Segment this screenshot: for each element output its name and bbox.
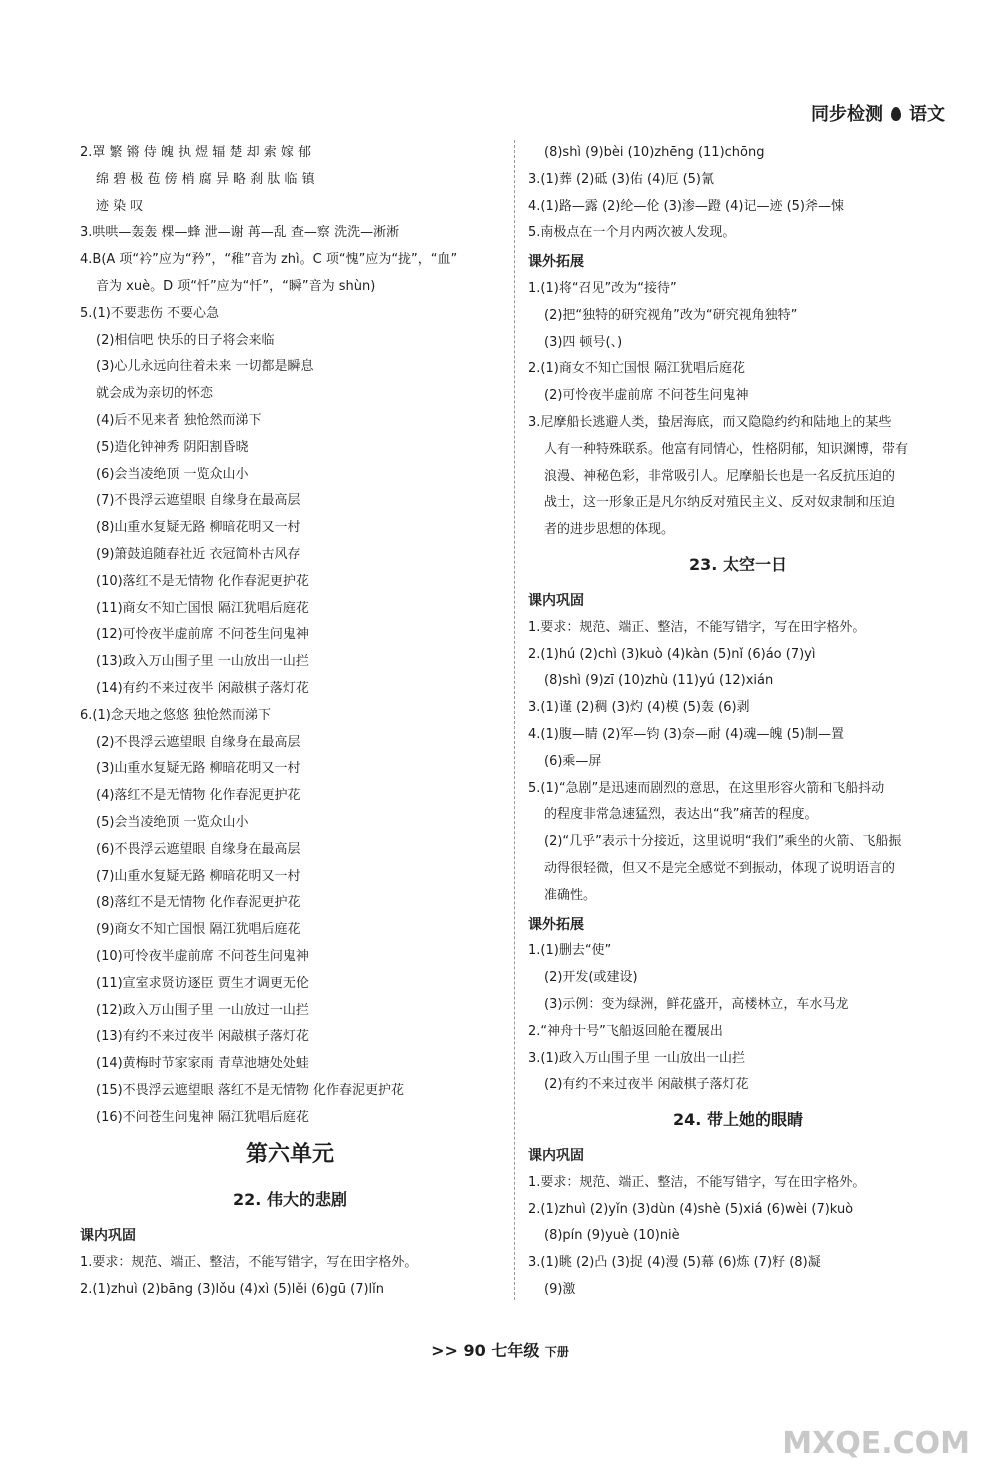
answer-line: 的程度非常急速猛烈，表达出“我”痛苦的程度。 [544,807,818,823]
answer-line: 音为 xuè。D 项“忏”应为“忏”，“瞬”音为 shùn) [96,278,376,294]
section-heading: 课外拓展 [528,254,584,271]
answer-line: (8)pín (9)yuè (10)niè [544,1228,680,1244]
answer-line: 3.(1)眺 (2)凸 (3)捉 (4)漫 (5)幕 (6)炼 (7)籽 (8)凝 [528,1255,821,1271]
answer-line: 1.要求：规范、端正、整洁，不能写错字，写在田字格外。 [528,1174,866,1190]
answer-line: 3.尼摩船长逃避人类，蛰居海底，而又隐隐约约和陆地上的某些 [528,414,892,430]
footer-grade: 七年级 [491,1341,540,1360]
answer-line: (9)激 [544,1282,576,1298]
answer-line: (16)不问苍生问鬼神 隔江犹唱后庭花 [96,1109,309,1125]
answer-line: (10)可怜夜半虚前席 不问苍生问鬼神 [96,948,309,964]
answer-line: (15)不畏浮云遮望眼 落红不是无情物 化作春泥更护花 [96,1082,404,1098]
answer-line: (8)shì (9)zī (10)zhù (11)yú (12)xián [544,673,774,689]
leaf-icon [891,107,901,121]
answer-line: (2)开发(或建设) [544,970,638,986]
answer-line: 浪漫、神秘色彩，非常吸引人。尼摩船长也是一名反抗压迫的 [544,468,896,484]
answer-line: (3)心儿永远向往着未来 一切都是瞬息 [96,359,314,375]
answer-line: (12)政入万山围子里 一山放过一山拦 [96,1002,309,1018]
page-footer [0,1338,1000,1361]
answer-line: 2.(1)商女不知亡国恨 隔江犹唱后庭花 [528,361,745,377]
answer-line: (13)有约不来过夜半 闲敲棋子落灯花 [96,1029,309,1045]
answer-line: 2.(1)hú (2)chì (3)kuò (4)kàn (5)nǐ (6)áo (7)yì [528,646,816,662]
answer-line: 5.(1)不要悲伤 不要心急 [80,305,219,321]
section-heading: 课外拓展 [528,916,584,933]
answer-line: (8)山重水复疑无路 柳暗花明又一村 [96,520,301,536]
page-header [811,100,945,126]
answer-line: (14)黄梅时节家家雨 青草池塘处处蛙 [96,1056,309,1072]
section-heading: 课内巩固 [528,1148,584,1165]
answer-line: (3)四 顿号(、) [544,334,623,350]
answer-line: (2)有约不来过夜半 闲敲棋子落灯花 [544,1077,749,1093]
answer-line: (12)可怜夜半虚前席 不问苍生问鬼神 [96,627,309,643]
answer-line: 人有一种特殊联系。他富有同情心，性格阴郁，知识渊博，带有 [544,441,909,457]
answer-line: (6)会当凌绝顶 一览众山小 [96,466,249,482]
answer-line: 者的进步思想的体现。 [544,522,675,538]
answer-line: 1.要求：规范、端正、整洁，不能写错字，写在田字格外。 [528,619,866,635]
answer-line: 3.哄哄—轰轰 棵—蜂 泄—谢 苒—乱 查—察 洗洗—淅淅 [80,225,400,241]
answer-line: 2.(1)zhuì (2)yǐn (3)dùn (4)shè (5)xiá (6)wèi (7)kuò [528,1201,854,1217]
watermark-text: MXQE.COM [782,1426,970,1461]
answer-line: (9)商女不知亡国恨 隔江犹唱后庭花 [96,922,301,938]
lesson-title: 23. 太空一日 [689,554,787,574]
answer-line: 1.(1)将“召见”改为“接待” [528,280,677,296]
answer-line: (2)“几乎”表示十分接近，这里说明“我们”乘坐的火箭、飞船振 [544,834,902,850]
section-heading: 课内巩固 [528,592,584,609]
answer-line: (6)乘—屏 [544,753,602,769]
answer-line: 2.罩 繁 锵 侍 魄 执 煜 辐 楚 却 索 嫁 郁 [80,145,311,160]
answer-line: (7)不畏浮云遮望眼 自缘身在最高层 [96,493,301,509]
answer-line: (10)落红不是无情物 化作春泥更护花 [96,573,309,589]
right-column [528,140,948,1304]
answer-line: 动得很轻微，但又不是完全感觉不到振动，体现了说明语言的 [544,860,896,876]
header-series-title: 同步检测 [811,104,883,125]
answer-line: (14)有约不来过夜半 闲敲棋子落灯花 [96,680,309,696]
answer-line: (11)宣室求贤访逐臣 贾生才调更无伦 [96,975,309,991]
answer-line: (5)造化钟神秀 阴阳割昏晓 [96,439,249,455]
answer-line: (2)不畏浮云遮望眼 自缘身在最高层 [96,734,301,750]
answer-line: 2.(1)zhuì (2)bāng (3)lǒu (4)xì (5)lěi (6)gū (7)lǐn [80,1282,385,1298]
footer-volume: 下册 [544,1345,569,1359]
answer-line: 准确性。 [544,887,597,903]
answer-line: (6)不畏浮云遮望眼 自缘身在最高层 [96,841,301,857]
answer-line: 4.B(A 项“衿”应为“矜”，“稚”音为 zhì。C 项“愧”应为“拢”，“血” [80,252,458,268]
lesson-title: 24. 带上她的眼睛 [673,1110,803,1130]
answer-line: 4.(1)路—露 (2)纶—伦 (3)渗—蹬 (4)记—迹 (5)斧—悚 [528,198,845,214]
answer-line: (9)箫鼓追随春社近 衣冠简朴古风存 [96,546,301,562]
answer-line: 1.要求：规范、端正、整洁，不能写错字，写在田字格外。 [80,1255,418,1271]
answer-line: (3)示例：变为绿洲，鲜花盛开，高楼林立，车水马龙 [544,996,849,1012]
page-number: 90 [463,1341,486,1360]
answer-line: 5.(1)“急剧”是迅速而剧烈的意思，在这里形容火箭和飞船抖动 [528,780,885,796]
lesson-title: 22. 伟大的悲剧 [233,1190,347,1210]
answer-line: (2)可怜夜半虚前席 不问苍生问鬼神 [544,388,749,404]
answer-line: 战士，这一形象正是凡尔纳反对殖民主义、反对奴隶制和压迫 [544,495,896,511]
answer-line: (8)落红不是无情物 化作春泥更护花 [96,895,301,911]
answer-line: 3.(1)政入万山围子里 一山放出一山拦 [528,1050,745,1066]
left-column [80,140,500,1304]
answer-line: 1.(1)删去“使” [528,943,612,959]
answer-line: (8)shì (9)bèi (10)zhēng (11)chōng [544,145,765,160]
answer-line: (2)把“独特的研究视角”改为“研究视角独特” [544,307,798,323]
answer-line: (2)相信吧 快乐的日子将会来临 [96,332,275,348]
column-divider [514,140,515,1300]
answer-line: (7)山重水复疑无路 柳暗花明又一村 [96,868,301,884]
header-subject: 语文 [909,104,945,125]
answer-line: (4)落红不是无情物 化作春泥更护花 [96,788,301,804]
answer-line: (11)商女不知亡国恨 隔江犹唱后庭花 [96,600,309,616]
answer-line: (5)会当凌绝顶 一览众山小 [96,814,249,830]
answer-line: 绵 碧 极 苞 傍 梢 腐 异 略 刹 肽 临 镇 [96,171,315,187]
answer-line: 就会成为亲切的怀恋 [96,386,214,402]
lesson-title: 第六单元 [245,1142,334,1168]
section-heading: 课内巩固 [80,1228,136,1245]
answer-line: (3)山重水复疑无路 柳暗花明又一村 [96,761,301,777]
answer-line: (13)政入万山围子里 一山放出一山拦 [96,654,309,670]
answer-line: 迹 染 叹 [96,198,144,214]
answer-line: (4)后不见来者 独怆然而涕下 [96,412,262,428]
answer-line: 2.“神舟十号”飞船返回舱在覆展出 [528,1023,723,1039]
answer-line: 3.(1)谨 (2)稠 (3)灼 (4)模 (5)轰 (6)剥 [528,700,750,716]
answer-line: 3.(1)葬 (2)砥 (3)佑 (4)厄 (5)氰 [528,171,715,187]
answer-line: 4.(1)腹—睛 (2)军—钧 (3)奈—耐 (4)魂—魄 (5)制—置 [528,726,845,742]
footer-arrows: >> [431,1341,458,1360]
answer-line: 5.南极点在一个月内两次被人发现。 [528,225,736,241]
answer-line: 6.(1)念天地之悠悠 独怆然而涕下 [80,707,271,723]
